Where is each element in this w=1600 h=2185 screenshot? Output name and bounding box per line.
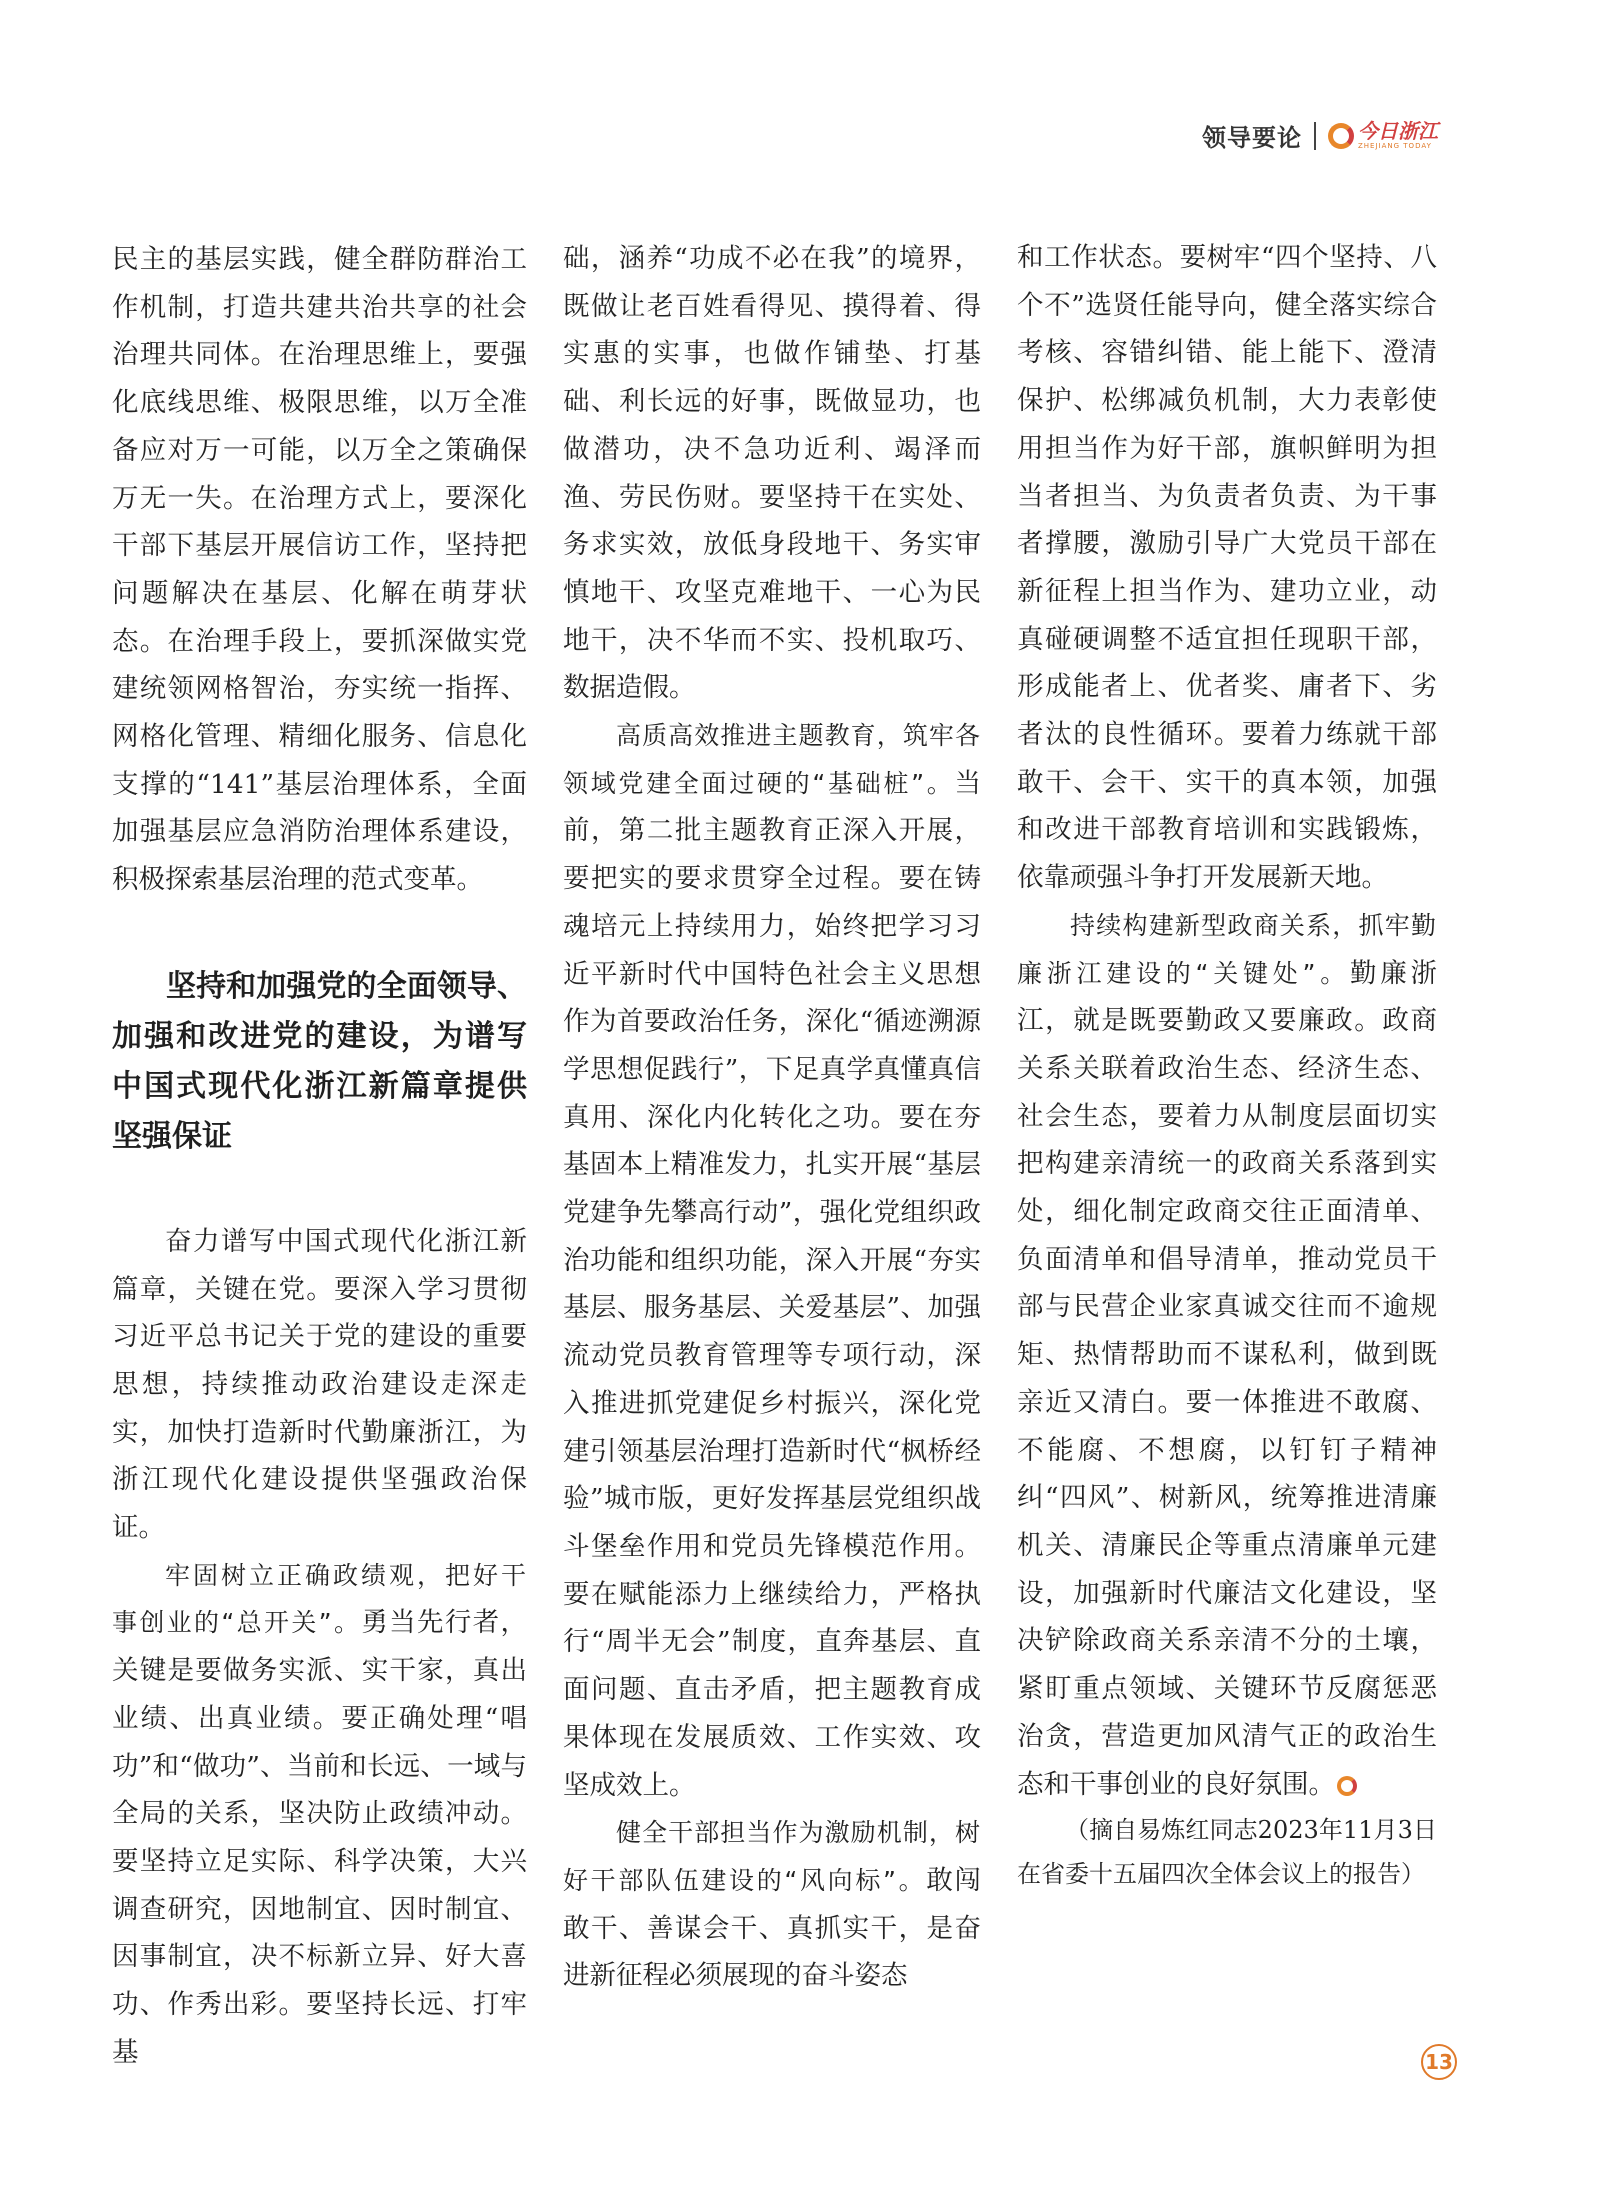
paragraph-body: 勤廉浙江，就是既要勤政又要廉政。政商关系关联着政治生态、经济生态、社会生态，要着力从制度层面切实把构建亲清统一的政商关系落到实处，细化制定政商交往正面清单、负面清单和倡导清单，推动党员干部与民营企业家真诚交往而不逾规矩、热情帮助而不谋私利，做到既亲近又清白。要一体推进不敢腐、不能腐、不想腐，以钉钉子精神纠“四风”、树新风，统筹推进清廉机关、清廉民企等重点清廉单元建设，加强新时代廉洁文化建设，坚决铲除政商关系亲清不分的土壤，紧盯重点领域、关键环节反腐惩恶治贪，营造更加风清气正的政治生态和干事创业的良好氛围。 [1017, 957, 1438, 1800]
column-3 [1017, 234, 1437, 1896]
paragraph-body: 敢闯敢干、善谋会干、真抓实干，是奋进新征程必须展现的奋斗姿态 [563, 1864, 982, 1992]
paragraph: 础，涵养“功成不必在我”的境界，既做让老百姓看得见、摸得着、得实惠的实事，也做作铺垫、打基础、利长远的好事，既做显功，也做潜功，决不急功近利、竭泽而渔、劳民伤财。要坚持干在实处、务求实效，放低身段地干、务实审慎地干、攻坚克难地干、一心为民地干，决不华而不实、投机取巧、数据造假。 [563, 243, 981, 704]
source-note: （摘自易炼红同志2023年11月3日在省委十五届四次全体会议上的报告） [1017, 1816, 1437, 1889]
paragraph-lead: 高质高效推进主题教育，筑牢各领域党建全面过硬的“基础桩”。 [563, 721, 981, 798]
logo-cn: 今日浙江 [1358, 119, 1438, 143]
logo-en: ZHEJIANG TODAY [1358, 142, 1432, 150]
paragraph: 奋力谱写中国式现代化浙江新篇章，关键在党。要深入学习贯彻习近平总书记关于党的建设的重要思想，持续推动政治建设走深走实，加快打造新时代勤廉浙江，为浙江现代化建设提供坚强政治保证。 [112, 1225, 527, 1544]
paragraph-lead: 健全干部担当作为激励机制，树好干部队伍建设的“风向标”。 [563, 1818, 981, 1895]
paragraph [112, 1552, 527, 2077]
header-divider [1314, 122, 1316, 150]
paragraph: 和工作状态。要树牢“四个坚持、八个不”选贤任能导向，健全落实综合考核、容错纠错、能上能下、澄清保护、松绑减负机制，大力表彰使用担当作为好干部，旗帜鲜明为担当者担当、为负责者负责、为干事者撑腰，激励引导广大党员干部在新征程上担当作为、建功立业，动真碰硬调整不适宜担任现职干部，形成能者上、优者奖、庸者下、劣者汰的良性循环。要着力练就干部敢干、会干、实干的真本领，加强和改进干部教育培训和实践锻炼，依靠顽强斗争打开发展新天地。 [1017, 242, 1437, 894]
paragraph [563, 1809, 981, 2000]
paragraph [1017, 902, 1437, 1808]
zhejiang-today-logo-icon [1328, 123, 1354, 149]
page-header [1202, 118, 1438, 153]
logo-text [1358, 121, 1438, 150]
end-mark-icon [1337, 1776, 1357, 1796]
paragraph-lead: 牢固树立正确政绩观，把好干事创业的“总开关”。 [112, 1560, 527, 1638]
paragraph-lead: 持续构建新型政商关系，抓牢勤廉浙江建设的“关键处”。 [1017, 910, 1437, 988]
page-number: 13 [1421, 2044, 1457, 2080]
paragraph-body: 勇当先行者，关键是要做务实派、实干家，真出业绩、出真业绩。要正确处理“唱功”和“做功”、当前和长远、一域与全局的关系，坚决防止政绩冲动。要坚持立足实际、科学决策，大兴调查研究，因地制宜、因时制宜、因事制宜，决不标新立异、好大喜功、作秀出彩。要坚持长远、打牢基 [112, 1607, 528, 2068]
paragraph: 民主的基层实践，健全群防群治工作机制，打造共建共治共享的社会治理共同体。在治理思维上，要强化底线思维、极限思维，以万全准备应对万一可能，以万全之策确保万无一失。在治理方式上，要深化干部下基层开展信访工作，坚持把问题解决在基层、化解在萌芽状态。在治理手段上，要抓深做实党建统领网格智治，夯实统一指挥、网格化管理、精细化服务、信息化支撑的“141”基层治理体系，全面加强基层应急消防治理体系建设，积极探索基层治理的范式变革。 [112, 244, 527, 896]
section-label: 领导要论 [1202, 124, 1302, 152]
paragraph [563, 712, 981, 1809]
paragraph-body: 当前，第二批主题教育正深入开展，要把实的要求贯穿全过程。要在铸魂培元上持续用力，始终把学习习近平新时代中国特色社会主义思想作为首要政治任务，深化“循迹溯源学思想促践行”，下足真学真懂真信真用、深化内化转化之功。要在夯基固本上精准发力，扎实开展“基层党建争先攀高行动”，强化党组织政治功能和组织功能，深入开展“夯实基层、服务基层、关爱基层”、加强流动党员教育管理等专项行动，深入推进抓党建促乡村振兴，深化党建引领基层治理打造新时代“枫桥经验”城市版，更好发挥基层党组织战斗堡垒作用和党员先锋模范作用。要在赋能添力上继续给力，严格执行“周半无会”制度，直奔基层、直面问题、直击矛盾，把主题教育成果体现在发展质效、工作实效、攻坚成效上。 [563, 767, 981, 1801]
column-2 [563, 235, 981, 2000]
section-heading: 坚持和加强党的全面领导、加强和改进党的建设，为谱写中国式现代化浙江新篇章提供坚强保证 [112, 968, 527, 1154]
magazine-logo [1328, 121, 1438, 150]
column-1 [112, 236, 527, 2077]
